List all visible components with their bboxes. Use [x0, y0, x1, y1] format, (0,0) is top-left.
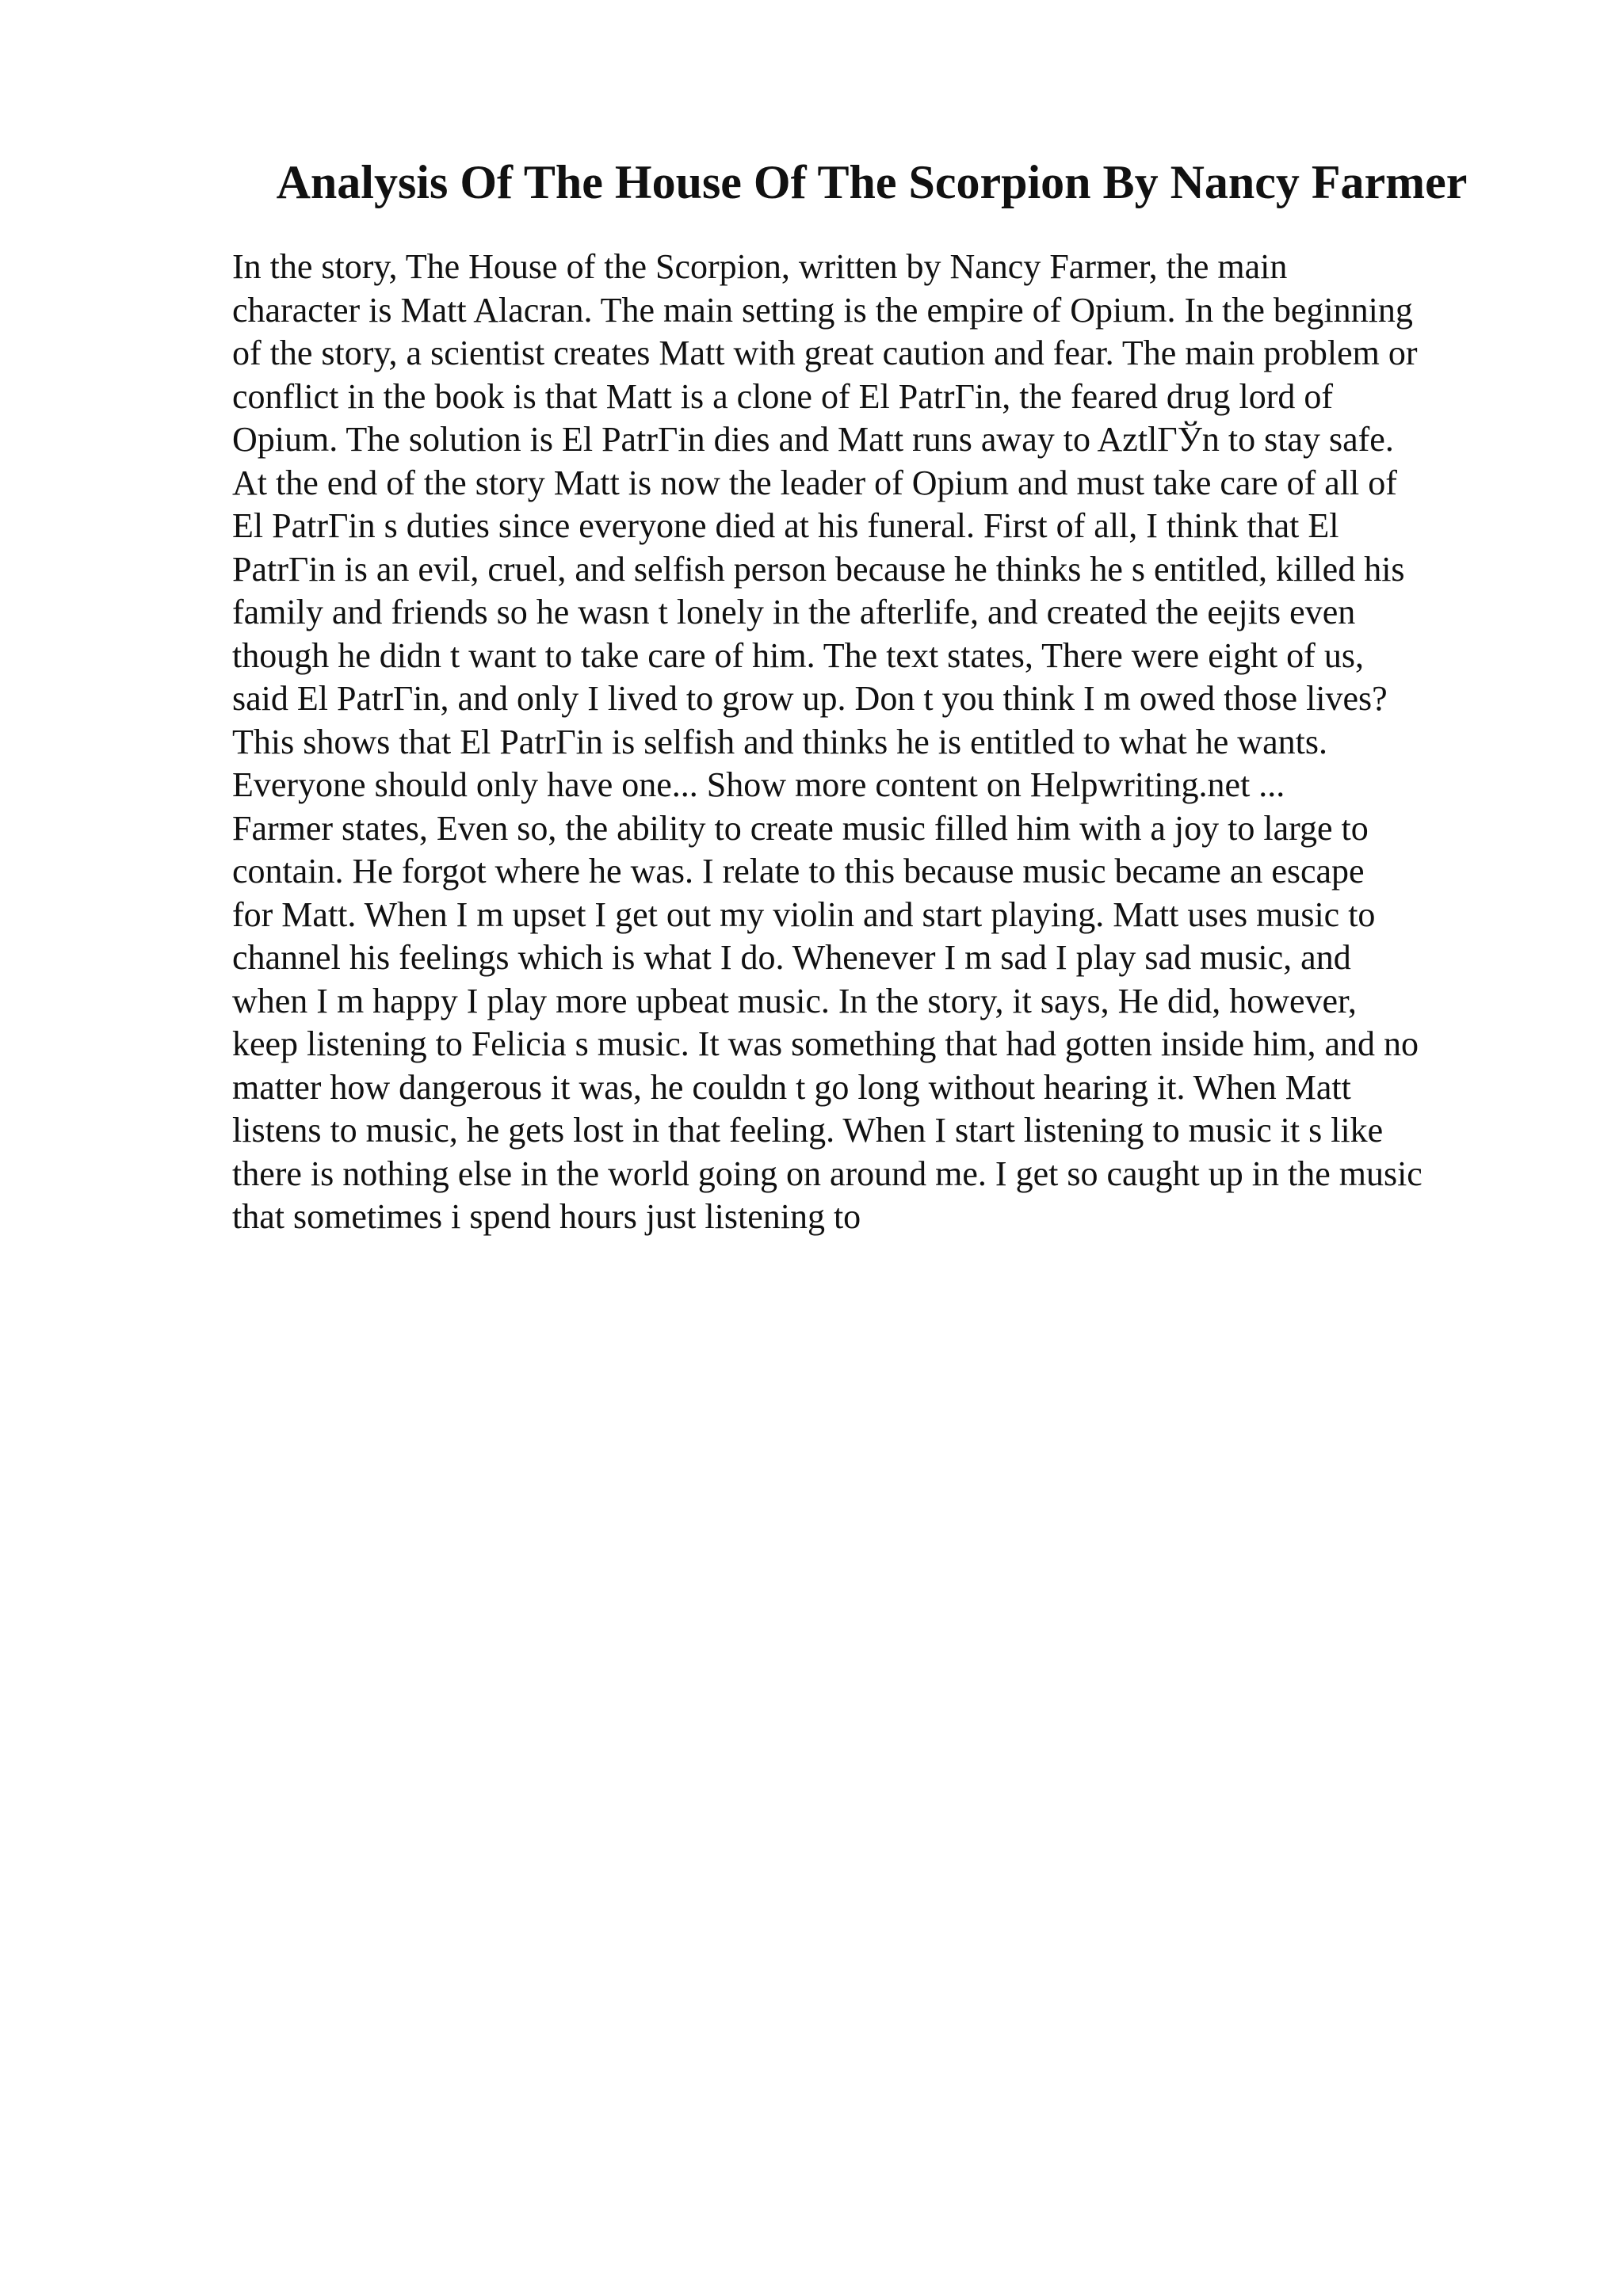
- body-line: listens to music, he gets lost in that feeling. When I start listening to music it s like: [232, 1111, 1384, 1150]
- body-line: said El PatrΓin, and only I lived to grow up. Don t you think I m owed those lives?: [232, 679, 1388, 718]
- body-line: though he didn t want to take care of him. The text states, There were eight of us,: [232, 635, 1364, 675]
- body-line: In the story, The House of the Scorpion, written by Nancy Farmer, the main: [232, 247, 1288, 286]
- body-line: PatrΓin is an evil, cruel, and selfish person because he thinks he s entitled, killed his: [232, 549, 1405, 589]
- document-body: [232, 246, 1516, 1239]
- document-title: Analysis Of The House Of The Scorpion By Nancy Farmer: [276, 156, 1468, 208]
- body-line: Opium. The solution is El PatrΓin dies and Matt runs away to AztlΓЎn to stay safe.: [232, 420, 1394, 459]
- body-line: there is nothing else in the world going on around me. I get so caught up in the music: [232, 1154, 1423, 1193]
- body-line: of the story, a scientist creates Matt with great caution and fear. The main problem or: [232, 334, 1418, 372]
- body-line: that sometimes i spend hours just listening to: [232, 1197, 861, 1236]
- body-line: conflict in the book is that Matt is a clone of El PatrΓin, the feared drug lord of: [232, 376, 1334, 416]
- body-line: At the end of the story Matt is now the leader of Opium and must take care of all of: [232, 463, 1397, 502]
- body-line: channel his feelings which is what I do. Whenever I m sad I play sad music, and: [232, 938, 1351, 977]
- body-line: Farmer states, Even so, the ability to create music filled him with a joy to large to: [232, 808, 1369, 848]
- body-line: keep listening to Felicia s music. It was something that had gotten inside him, and no: [232, 1024, 1419, 1063]
- body-line: El PatrΓin s duties since everyone died at his funeral. First of all, I think that El: [232, 506, 1339, 545]
- body-line: Everyone should only have one... Show more content on Helpwriting.net ...: [232, 765, 1285, 804]
- body-line: when I m happy I play more upbeat music. In the story, it says, He did, however,: [232, 981, 1357, 1020]
- body-line: family and friends so he wasn t lonely in the afterlife, and created the eejits even: [232, 593, 1356, 631]
- body-line: This shows that El PatrΓin is selfish and thinks he is entitled to what he wants.: [232, 722, 1327, 761]
- body-line: contain. He forgot where he was. I relate to this because music became an escape: [232, 852, 1365, 891]
- body-line: for Matt. When I m upset I get out my violin and start playing. Matt uses music to: [232, 894, 1376, 934]
- body-line: character is Matt Alacran. The main setting is the empire of Opium. In the beginning: [232, 290, 1413, 330]
- body-line: matter how dangerous it was, he couldn t go long without hearing it. When Matt: [232, 1067, 1351, 1107]
